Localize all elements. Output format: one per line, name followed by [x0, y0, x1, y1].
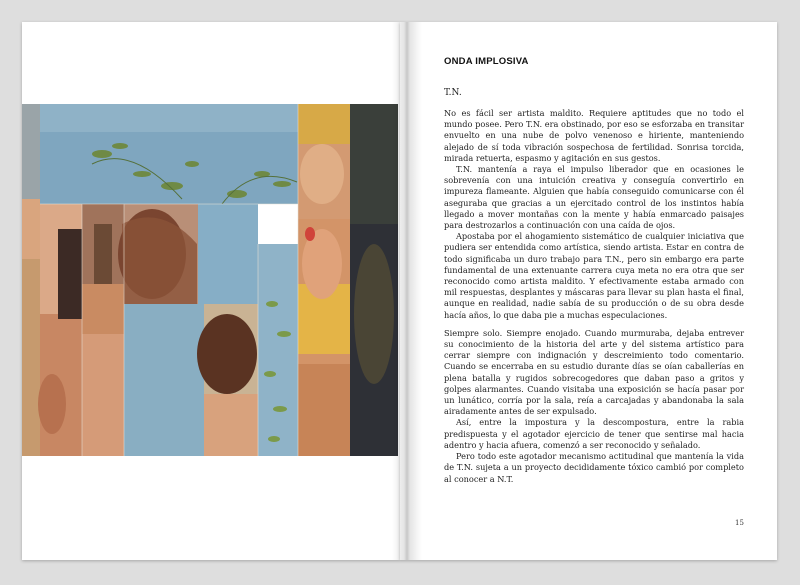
paragraph: Pero todo este agotador mecanismo actitudinal que mantenía la vida de T.N. sujeta a un proyecto decididamente tóxico cambió por completo al conocer a N.T. [444, 451, 744, 484]
paragraph: Apostaba por el ahogamiento sistemático de cualquier iniciativa que pudiera ser entendida como artística, siendo artista. Estar en contra de todo significaba un duro trabajo para T.N., pero sin embargo era parte fundamental de una extenuante carrera cuya meta no era otra que ser reconocido como artista maldito. Y efectivamente estaba armado con mil respuestas, desplantes y máscaras para llevar su plan hasta el final, aunque en realidad, nadie sabía de su producción o de su obra desde hacía años, lo que daba pie a muchas especulaciones. [444, 231, 744, 320]
book-gutter [392, 22, 422, 560]
paragraph: T.N. mantenía a raya el impulso liberador que en ocasiones le sobrevenía con una intuición creativa y conseguía convertirlo en impureza flameante. Alguien que había conseguido comunicarse con él aseguraba que gracias a un ejercitado control de los instintos había llegado a mover montañas con la mente y había enmarcado paisajes para destrozarlos a continuación con una caída de ojos. [444, 164, 744, 231]
paragraph: Siempre solo. Siempre enojado. Cuando murmuraba, dejaba entrever su conocimiento de la historia del arte y del sistema artístico para cerrar siempre con indignación y descreimiento todo comentario. Cuando se encerraba en su estudio durante días se oían caballerías en plena batalla y rugidos sobrecogedores que daban paso a gritos y golpes alarmantes. Cuando visitaba una exposición se hacía pasar por un lunático, corría por la sala, reía a carcajadas y abandonaba la sala airadamente antes de ser expulsado. [444, 327, 744, 417]
author-name: T.N. [444, 88, 462, 98]
collage-artwork [22, 104, 398, 456]
chapter-heading: ONDA IMPLOSIVA [444, 56, 529, 67]
book-spread [22, 22, 777, 560]
paragraph: Así, entre la impostura y la descompostura, entre la rabia predispuesta y el agotador ejercicio de tener que sentirse mal hacia adentro y hacia afuera, comenzó a ser reconocido y señalado. [444, 417, 744, 450]
left-page [22, 22, 400, 560]
page-number: 15 [735, 519, 744, 527]
body-text [444, 108, 744, 485]
paragraph: No es fácil ser artista maldito. Requiere aptitudes que no todo el mundo posee. Pero T.N. era obstinado, por eso se esforzaba en transitar envuelto en una nube de polvo venenoso e hiriente, manteniendo alejado de sí toda vibración sospechosa de fertilidad. Sonrisa torcida, mirada retuerta, espasmo y agitación en sus gestos. [444, 108, 744, 163]
right-page [400, 22, 777, 560]
